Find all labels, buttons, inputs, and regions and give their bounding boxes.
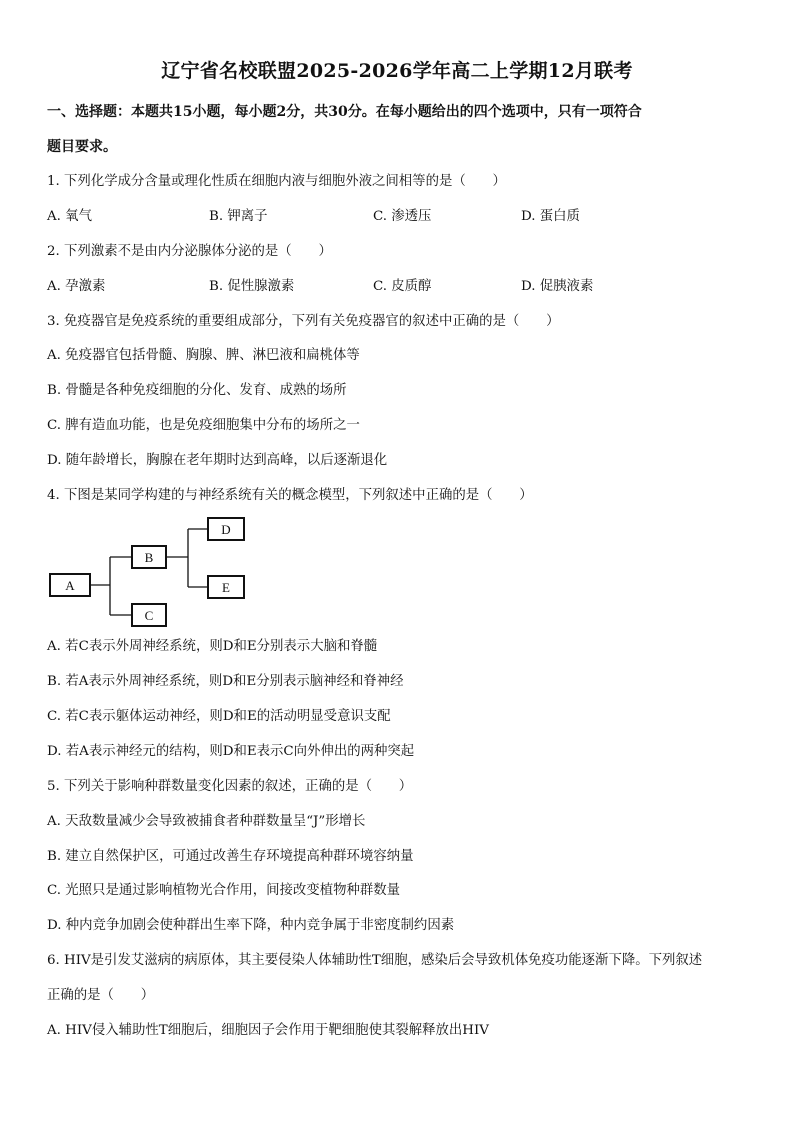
node-b-label: B — [144, 550, 154, 565]
q5-stem: 5. 下列关于影响种群数量变化因素的叙述，正确的是（ ） — [47, 779, 413, 794]
q3-option-b: B. 骨髓是各种免疫细胞的分化、发育、成熟的场所 — [47, 383, 347, 398]
q6-stem-line1: 6. HIV是引发艾滋病的病原体，其主要侵染人体辅助性T细胞，感染后会导致机体免疫功能逐渐下降。下列叙述 — [47, 953, 703, 968]
q2-option-c: C. 皮质醇 — [373, 279, 432, 294]
node-a-label: A — [65, 578, 75, 593]
q4-option-b: B. 若A表示外周神经系统，则D和E分别表示脑神经和脊神经 — [47, 674, 404, 689]
q3-option-a: A. 免疫器官包括骨髓、胸腺、脾、淋巴液和扁桃体等 — [47, 348, 360, 363]
page-title: 辽宁省名校联盟2025-2026学年高二上学期12月联考 — [161, 60, 633, 82]
q2-option-b: B. 促性腺激素 — [209, 279, 295, 294]
q2-option-a: A. 孕激素 — [47, 279, 106, 294]
q6-stem-line2: 正确的是（ ） — [47, 988, 155, 1003]
q2-stem: 2. 下列激素不是由内分泌腺体分泌的是（ ） — [47, 244, 332, 259]
q4-option-d: D. 若A表示神经元的结构，则D和E表示C向外伸出的两种突起 — [47, 744, 415, 759]
q1-option-b: B. 钾离子 — [209, 209, 268, 224]
section-heading-line2: 题目要求。 — [47, 139, 117, 155]
q5-option-c: C. 光照只是通过影响植物光合作用，间接改变植物种群数量 — [47, 883, 401, 898]
q1-option-d: D. 蛋白质 — [521, 209, 580, 224]
connector-b-de — [166, 529, 208, 587]
node-c-label: C — [144, 608, 154, 623]
concept-model-diagram — [40, 512, 280, 632]
q2-option-d: D. 促胰液素 — [521, 279, 594, 294]
q5-option-b: B. 建立自然保护区，可通过改善生存环境提高种群环境容纳量 — [47, 849, 414, 864]
q5-option-d: D. 种内竞争加剧会使种群出生率下降，种内竞争属于非密度制约因素 — [47, 918, 455, 933]
node-e-label: E — [222, 580, 230, 595]
q1-option-a: A. 氧气 — [47, 209, 92, 224]
section-heading-line1: 一、选择题：本题共15小题，每小题2分，共30分。在每小题给出的四个选项中，只有一项符合 — [47, 104, 642, 120]
q4-option-a: A. 若C表示外周神经系统，则D和E分别表示大脑和脊髓 — [47, 639, 378, 654]
q1-stem: 1. 下列化学成分含量或理化性质在细胞内液与细胞外液之间相等的是（ ） — [47, 174, 506, 189]
q4-option-c: C. 若C表示躯体运动神经，则D和E的活动明显受意识支配 — [47, 709, 391, 724]
q3-option-c: C. 脾有造血功能，也是免疫细胞集中分布的场所之一 — [47, 418, 360, 433]
q6-option-a: A. HIV侵入辅助性T细胞后，细胞因子会作用于靶细胞使其裂解释放出HIV — [47, 1023, 489, 1038]
node-d-label: D — [221, 522, 231, 537]
q4-stem: 4. 下图是某同学构建的与神经系统有关的概念模型，下列叙述中正确的是（ ） — [47, 488, 533, 503]
q3-option-d: D. 随年龄增长，胸腺在老年期时达到高峰，以后逐渐退化 — [47, 453, 388, 468]
q5-option-a: A. 天敌数量减少会导致被捕食者种群数量呈“J”形增长 — [47, 814, 366, 829]
connector-a-bc — [90, 557, 132, 615]
q1-option-c: C. 渗透压 — [373, 209, 432, 224]
q3-stem: 3. 免疫器官是免疫系统的重要组成部分，下列有关免疫器官的叙述中正确的是（ ） — [47, 314, 560, 329]
